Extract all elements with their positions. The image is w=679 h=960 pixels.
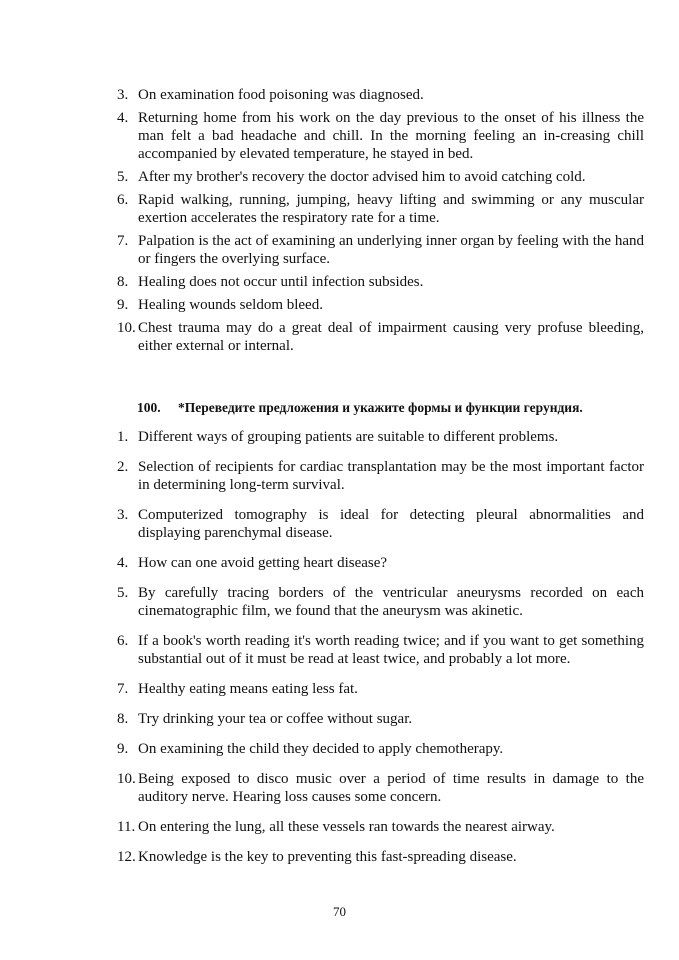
list-item <box>117 632 644 668</box>
item-number: 6. <box>117 192 129 208</box>
item-number: 4. <box>117 555 129 571</box>
item-number: 5. <box>117 169 129 185</box>
item-text: Rapid walking, running, jumping, heavy lifting and swimming or any muscular exertion accelerates the respiratory rate for a time. <box>138 192 644 226</box>
list-item <box>117 710 644 728</box>
item-text: Being exposed to disco music over a period of time results in damage to the auditory nerve. Hearing loss causes some concern. <box>138 771 644 805</box>
item-number: 4. <box>117 110 129 126</box>
list-item <box>117 168 644 186</box>
list-item <box>117 680 644 698</box>
item-number: 3. <box>117 87 129 103</box>
item-text: Different ways of grouping patients are suitable to different problems. <box>138 429 559 445</box>
item-number: 5. <box>117 585 129 601</box>
item-text: Healthy eating means eating less fat. <box>138 681 358 697</box>
list-item <box>117 273 644 291</box>
item-text: On examination food poisoning was diagnosed. <box>138 87 424 103</box>
item-text: Selection of recipients for cardiac transplantation may be the most important factor in determining long-term survival. <box>138 459 644 493</box>
item-number: 10. <box>117 771 136 787</box>
list-item <box>117 770 644 806</box>
item-number: 3. <box>117 507 129 523</box>
item-number: 9. <box>117 741 129 757</box>
list-item <box>117 584 644 620</box>
item-number: 9. <box>117 297 129 313</box>
item-number: 10. <box>117 320 136 336</box>
item-text: By carefully tracing borders of the ventricular aneurysms recorded on each cinematographic film, we found that the aneurysm was akinetic. <box>138 585 644 619</box>
list-item <box>117 319 644 355</box>
item-number: 7. <box>117 681 129 697</box>
item-number: 8. <box>117 274 129 290</box>
item-text: After my brother's recovery the doctor advised him to avoid catching cold. <box>138 169 586 185</box>
list-item <box>117 109 644 163</box>
item-number: 8. <box>117 711 129 727</box>
item-text: Knowledge is the key to preventing this fast-spreading disease. <box>138 849 517 865</box>
list-item <box>117 428 644 446</box>
list-item <box>117 191 644 227</box>
exercise-heading <box>137 400 583 416</box>
list-item <box>117 740 644 758</box>
item-text: On examining the child they decided to apply chemotherapy. <box>138 741 504 757</box>
item-number: 6. <box>117 633 129 649</box>
list-item <box>117 554 644 572</box>
list-item <box>117 818 644 836</box>
list-item <box>117 848 644 866</box>
item-text: Healing wounds seldom bleed. <box>138 297 323 313</box>
list-item <box>117 296 644 314</box>
item-number: 12. <box>117 849 136 865</box>
item-number: 1. <box>117 429 129 445</box>
list-item <box>117 506 644 542</box>
item-text: Chest trauma may do a great deal of impairment causing very profuse bleeding, either external or internal. <box>138 320 644 354</box>
item-text: Returning home from his work on the day previous to the onset of his illness the man felt a bad headache and chill. In the morning feeling an in-creasing chill accompanied by elevated temperature, he stayed in bed. <box>138 110 644 162</box>
page-number: 70 <box>333 904 346 919</box>
list-item <box>117 86 644 104</box>
item-text: Palpation is the act of examining an underlying inner organ by feeling with the hand or fingers the overlying surface. <box>138 233 644 267</box>
sentence-list-continued <box>117 86 644 360</box>
item-text: If a book's worth reading it's worth reading twice; and if you want to get something substantial out of it must be read at least twice, and probably a lot more. <box>138 633 644 667</box>
item-text: Healing does not occur until infection subsides. <box>138 274 424 290</box>
list-item <box>117 458 644 494</box>
sentence-list-exercise <box>117 428 644 878</box>
item-text: On entering the lung, all these vessels ran towards the nearest airway. <box>138 819 555 835</box>
item-text: Try drinking your tea or coffee without sugar. <box>138 711 413 727</box>
item-text: Computerized tomography is ideal for detecting pleural abnormalities and displaying parenchymal disease. <box>138 507 644 541</box>
list-item <box>117 232 644 268</box>
item-text: How can one avoid getting heart disease? <box>138 555 388 571</box>
item-number: 11. <box>117 819 136 835</box>
exercise-instruction: *Переведите предложения и укажите формы и функции герундия. <box>178 400 583 415</box>
exercise-number: 100. <box>137 400 161 415</box>
item-number: 2. <box>117 459 129 475</box>
item-number: 7. <box>117 233 129 249</box>
